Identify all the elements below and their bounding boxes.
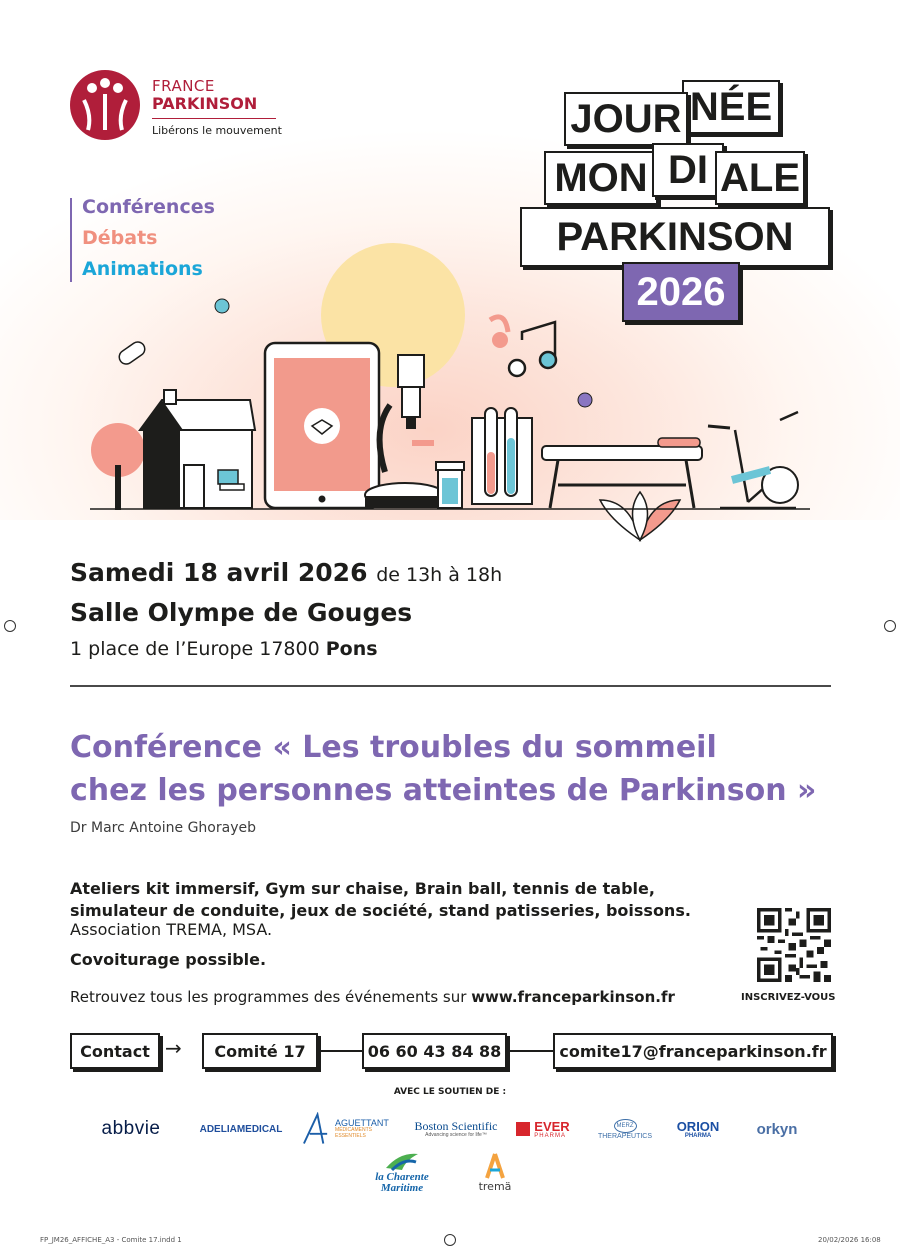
trema-logo-icon xyxy=(483,1150,507,1180)
sponsor-abbvie xyxy=(86,1112,176,1146)
carpool-note: Covoiturage possible. xyxy=(70,950,267,969)
sponsor-orion-sub: PHARMA xyxy=(684,1132,712,1139)
logo-tagline: Libérons le mouvement xyxy=(152,124,282,137)
sponsor-aguettant-sub: MÉDICAMENTS ESSENTIELS xyxy=(335,1127,372,1139)
section-divider xyxy=(70,685,831,687)
test-tubes-icon xyxy=(472,408,532,504)
tablet-icon xyxy=(265,343,379,508)
house-icon xyxy=(140,390,255,508)
qr-code-icon[interactable] xyxy=(757,908,831,982)
sponsor-orkyn-name: orkyn xyxy=(756,1120,798,1138)
sponsor-ever-sub: PHARMA xyxy=(534,1132,566,1139)
event-date-line xyxy=(70,558,502,587)
exercise-bike-icon xyxy=(708,412,798,508)
sponsor-orion xyxy=(668,1112,728,1146)
theme-debats: Débats xyxy=(82,227,158,249)
tablet-dot-icon-2 xyxy=(578,393,592,407)
sponsor-adelia-name: ADELIAMEDICAL xyxy=(199,1123,283,1135)
title-jour: JOUR xyxy=(564,92,688,146)
jar-icon xyxy=(436,462,464,508)
contact-committee: Comité 17 xyxy=(214,1041,306,1061)
sponsor-trema xyxy=(470,1150,520,1202)
contact-phone[interactable]: 06 60 43 84 88 xyxy=(367,1041,502,1061)
theme-conferences: Conférences xyxy=(82,196,215,218)
workshops-list xyxy=(70,878,730,922)
sponsor-merz-sub: THERAPEUTICS xyxy=(597,1132,653,1140)
programs-text: Retrouvez tous les programmes des événements sur xyxy=(70,988,467,1006)
sponsor-boston xyxy=(408,1112,504,1146)
pill-icon xyxy=(117,339,148,367)
workshops-line2: simulateur de conduite, jeux de société, stand patisseries, boissons. xyxy=(70,901,691,920)
sponsor-merz-name: MERZ xyxy=(614,1119,637,1133)
event-hours: de 13h à 18h xyxy=(376,564,503,586)
logo-divider xyxy=(152,118,276,119)
sponsor-aguettant-name: AGUETTANT xyxy=(335,1117,389,1128)
print-footer-left: FP_JM26_AFFICHE_A3 - Comite 17.indd 1 xyxy=(40,1236,182,1244)
aguettant-logo-icon xyxy=(302,1112,331,1146)
ever-logo-icon xyxy=(516,1122,530,1136)
contact-connector-2 xyxy=(503,1050,555,1052)
event-address: 1 place de l’Europe 17800 xyxy=(70,638,320,660)
programs-line xyxy=(70,988,675,1006)
massage-table-icon xyxy=(542,438,702,508)
conference-title-line1: Conférence « Les troubles du sommeil xyxy=(70,730,717,765)
illustration xyxy=(80,240,820,560)
tree-icon xyxy=(91,423,145,510)
sponsor-abbvie-name: abbvie xyxy=(101,1118,161,1139)
contact-label: Contact xyxy=(80,1041,150,1061)
registration-mark-right xyxy=(884,620,896,632)
sponsor-boston-sub: Advancing science for life™ xyxy=(425,1132,487,1138)
conference-speaker: Dr Marc Antoine Ghorayeb xyxy=(70,820,256,836)
title-di: DI xyxy=(652,143,724,197)
tablet-dot-icon xyxy=(215,299,229,313)
france-parkinson-logo-icon xyxy=(70,70,140,140)
support-label: AVEC LE SOUTIEN DE : xyxy=(393,1087,507,1097)
music-notes-icon xyxy=(490,317,556,376)
print-footer-right: 20/02/2026 16:08 xyxy=(818,1236,881,1244)
workshops-line1: Ateliers kit immersif, Gym sur chaise, Brain ball, tennis de table, xyxy=(70,879,655,898)
lotus-icon xyxy=(600,492,680,540)
theme-animations: Animations xyxy=(82,258,203,280)
event-venue: Salle Olympe de Gouges xyxy=(70,598,413,627)
sponsor-orkyn xyxy=(744,1112,810,1146)
contact-label-box xyxy=(70,1033,160,1069)
conference-title-line2: chez les personnes atteintes de Parkinson » xyxy=(70,773,817,808)
sponsor-charente xyxy=(372,1150,432,1202)
sponsor-orion-name: ORION xyxy=(676,1118,720,1134)
registration-mark-left xyxy=(4,620,16,632)
contact-phone-box[interactable] xyxy=(362,1033,507,1069)
contact-email-box[interactable] xyxy=(553,1033,833,1069)
associations: Association TREMA, MSA. xyxy=(70,920,273,939)
contact-connector-1 xyxy=(314,1050,364,1052)
logo-line2: PARKINSON xyxy=(152,94,258,113)
title-nee: NÉE xyxy=(682,80,780,134)
sponsor-adelia xyxy=(190,1112,292,1146)
sponsor-aguettant xyxy=(302,1112,402,1146)
title-year: 2026 xyxy=(622,262,740,322)
logo-line1: FRANCE xyxy=(152,77,215,95)
event-address-line xyxy=(70,638,378,660)
event-date: Samedi 18 avril 2026 xyxy=(70,558,368,587)
sponsor-charente-name: la Charente Maritime xyxy=(375,1171,429,1194)
title-mon: MON xyxy=(544,151,658,205)
charente-bird-icon xyxy=(382,1150,422,1172)
programs-link[interactable]: www.franceparkinson.fr xyxy=(471,988,675,1006)
sponsor-ever-name: EVER xyxy=(534,1118,570,1134)
registration-mark-bottom xyxy=(444,1234,456,1246)
title-parkinson: PARKINSON xyxy=(520,207,830,267)
contact-arrow-icon: → xyxy=(165,1036,182,1060)
title-ale: ALE xyxy=(715,151,805,205)
themes-bar xyxy=(70,198,72,282)
contact-committee-box xyxy=(202,1033,318,1069)
event-city: Pons xyxy=(325,638,378,660)
sponsor-trema-name: tremä xyxy=(478,1180,512,1193)
qr-label: INSCRIVEZ-VOUS xyxy=(741,992,836,1003)
sponsor-boston-name: Boston Scientific xyxy=(414,1119,498,1133)
sponsor-merz xyxy=(592,1112,658,1146)
conference-title xyxy=(70,726,850,812)
contact-email[interactable]: comite17@franceparkinson.fr xyxy=(559,1041,827,1061)
sponsor-ever xyxy=(506,1112,580,1146)
